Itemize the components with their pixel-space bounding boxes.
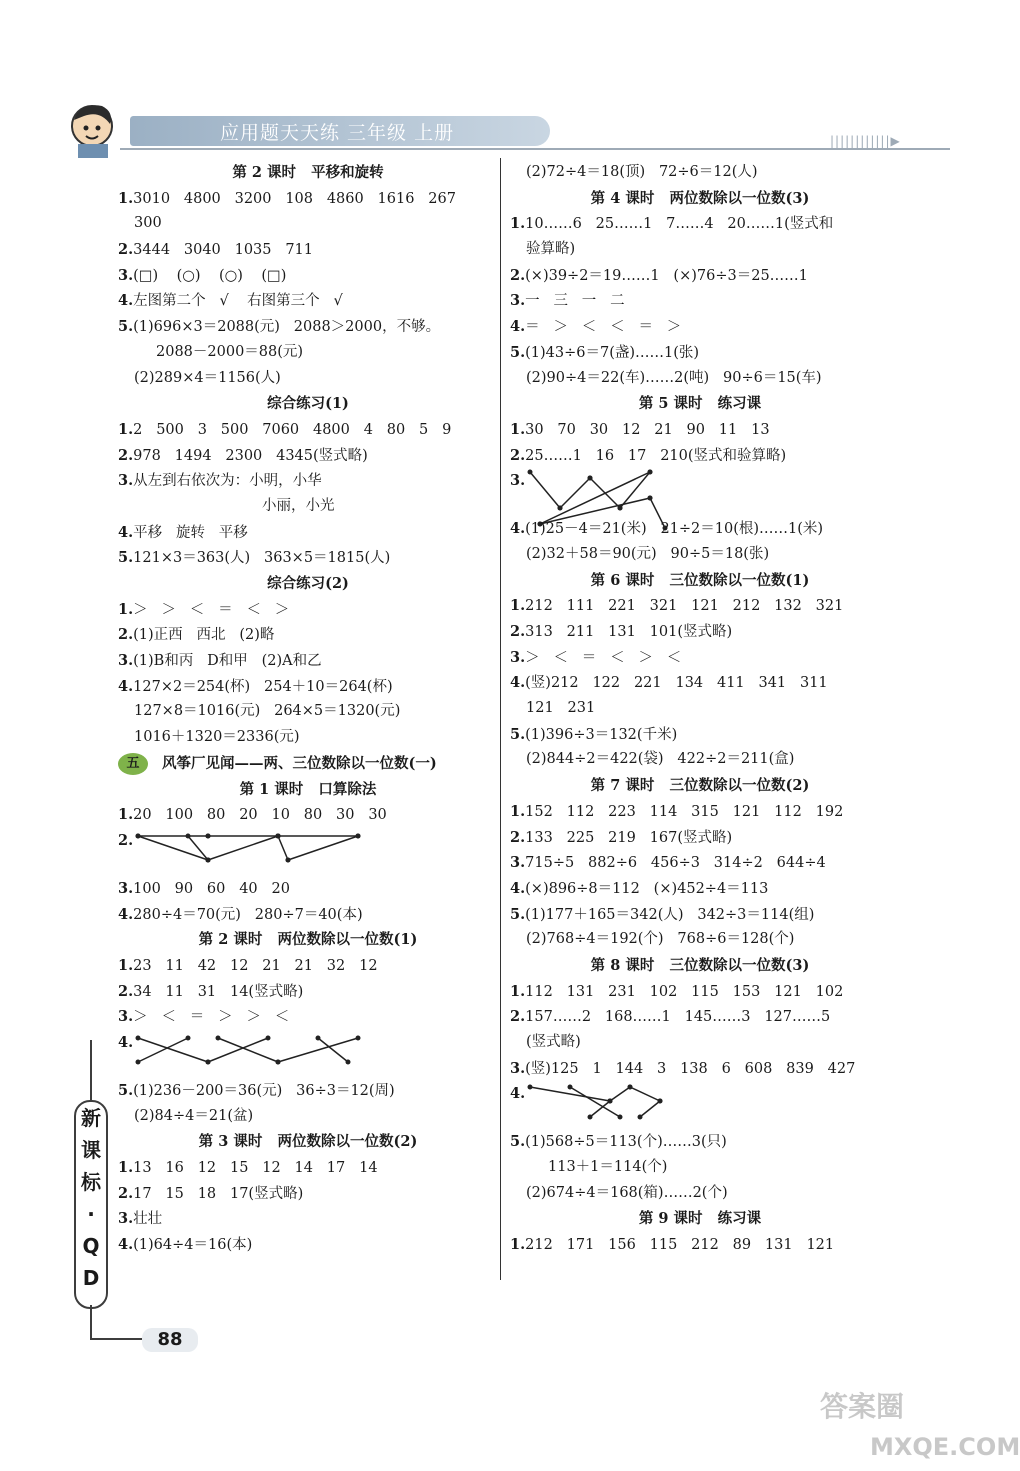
matching-dot [136, 1060, 141, 1065]
matching-dot [356, 833, 361, 838]
matching-dot [186, 833, 191, 838]
right-column [510, 160, 890, 1258]
question-number: 1. [118, 956, 134, 974]
answer-text: 121×3＝363(人) 363×5＝1815(人) [133, 550, 391, 567]
answer-line [510, 288, 890, 314]
question-number: 5. [510, 343, 526, 361]
answer-text: 157……2 168……1 145……3 127……5 [525, 1009, 831, 1026]
answer-line [510, 979, 890, 1005]
answer-line [510, 1056, 890, 1082]
answer-line [118, 340, 498, 366]
question-number: 3. [118, 1008, 134, 1026]
matching-dot [638, 1115, 643, 1120]
answer-text: ＞ ＜ ＝ ＞ ＞ ＜ [133, 1009, 290, 1026]
question-number: 4. [510, 1085, 526, 1103]
sidebar-char: 新 [81, 1106, 101, 1130]
header-title: 应用题天天练 三年级 上册 [220, 122, 455, 144]
matching-line [630, 1087, 660, 1101]
answer-text: (×)896÷8＝112 (×)452÷4＝113 [525, 880, 769, 897]
answer-line [118, 520, 498, 546]
answer-line [510, 747, 890, 773]
answer-line [510, 211, 890, 237]
answer-text: 30 70 30 12 21 90 11 13 [525, 421, 770, 438]
matching-dot [618, 1115, 623, 1120]
answer-line [118, 186, 498, 212]
answer-text: 152 112 223 114 315 121 112 192 [525, 803, 844, 820]
unit-title: 风筝厂见闻——两、三位数除以一位数(一) [162, 754, 437, 772]
answer-text: (2)72÷4＝18(顶) 72÷6＝12(人) [526, 164, 758, 180]
question-number: 2. [118, 982, 134, 1000]
answer-text: 34 11 31 14(竖式略) [133, 983, 304, 1000]
answer-text: 280÷4＝70(元) 280÷7＝40(本) [133, 906, 363, 923]
lesson-heading: 综合练习(1) [267, 395, 349, 413]
matching-dot [316, 1036, 321, 1041]
matching-line [278, 1038, 358, 1062]
lesson-heading: 第 9 课时 练习课 [638, 1210, 762, 1228]
matching-dot [588, 476, 593, 481]
question-number: 5. [510, 725, 526, 743]
question-number: 4. [510, 879, 526, 897]
question-number: 1. [118, 600, 134, 618]
matching-dot [528, 1085, 533, 1090]
answer-line [118, 288, 498, 314]
answer-text: 3010 4800 3200 108 4860 1616 267 [133, 190, 456, 207]
question-number: 3. [510, 292, 526, 310]
answer-line [118, 802, 498, 828]
answer-text: 1016＋1320＝2336(元) [134, 729, 300, 746]
answer-line [118, 699, 498, 725]
question-number: 5. [118, 1082, 134, 1099]
answer-text: (1)43÷6＝7(盏)……1(张) [525, 344, 700, 361]
answer-text: (1)696×3＝2088(元) 2088＞2000，不够。 [133, 319, 441, 336]
answer-text: (2)844÷2＝422(袋) 422÷2＝211(盒) [526, 751, 795, 768]
matching-dot [276, 833, 281, 838]
matching-line [208, 1038, 268, 1062]
matching-lines-diagram [510, 468, 770, 516]
sidebar-char: 标 [81, 1170, 101, 1194]
matching-lines-answer [118, 828, 498, 876]
answer-line [118, 597, 498, 623]
matching-line [530, 472, 560, 508]
question-number: 2. [118, 831, 134, 849]
question-number: 5. [118, 318, 134, 336]
answer-text: 127×2＝254(杯) 254＋10＝264(杯) [133, 678, 393, 695]
question-number: 2. [118, 1184, 134, 1202]
matching-dot [628, 1085, 633, 1090]
question-number: 1. [118, 1159, 134, 1177]
answer-text: 验算略) [526, 241, 576, 258]
matching-dot [266, 1036, 271, 1041]
answer-line [510, 314, 890, 340]
matching-line [560, 478, 590, 508]
question-number: 4. [118, 292, 134, 310]
series-sidebar-label [74, 1100, 108, 1309]
question-number: 4. [118, 1236, 134, 1254]
matching-dot [608, 1099, 613, 1104]
matching-line [138, 1038, 188, 1062]
answer-line [510, 825, 890, 851]
answer-text: (1)正西 西北 (2)略 [133, 627, 275, 644]
matching-dot [216, 1036, 221, 1041]
question-number: 2. [510, 623, 526, 640]
sidebar-line-bottom [90, 1305, 92, 1340]
answer-text: (1)B和丙 D和甲 (2)A和乙 [133, 653, 322, 670]
watermark-logo: 答案圈 [820, 1390, 905, 1423]
answer-line [118, 1004, 498, 1030]
matching-dot [528, 470, 533, 475]
answer-text: 313 211 131 101(竖式略) [525, 624, 733, 640]
answer-text: (竖)125 1 144 3 138 6 608 839 427 [525, 1060, 856, 1077]
answer-text: (1)177＋165＝342(人) 342÷3＝114(组) [525, 906, 815, 923]
question-number: 4. [118, 523, 134, 541]
answer-line [510, 1030, 890, 1056]
watermark-url: MXQE.COM [870, 1433, 1020, 1461]
answer-line [510, 670, 890, 696]
sidebar-char: · [87, 1202, 95, 1226]
answer-text: (2)32＋58＝90(元) 90÷5＝18(张) [526, 545, 770, 562]
matching-dot [648, 470, 653, 475]
question-number: 4. [510, 318, 526, 336]
question-number: 3. [118, 266, 134, 284]
question-number: 1. [510, 802, 526, 820]
column-divider [500, 158, 501, 1280]
matching-dot [206, 857, 211, 862]
question-number: 2. [510, 446, 526, 464]
answer-text: 左图第二个 √ 右图第三个 √ [133, 293, 343, 310]
answer-line [118, 725, 498, 751]
matching-line [288, 836, 358, 860]
answer-line [118, 1104, 498, 1130]
answer-text: 212 171 156 115 212 89 131 121 [525, 1237, 835, 1254]
answer-line [118, 237, 498, 263]
answer-line [510, 593, 890, 619]
question-number: 2. [510, 1008, 526, 1026]
answer-text: (2)84÷4＝21(盆) [134, 1107, 254, 1124]
answer-line [118, 468, 498, 494]
question-number: 1. [118, 189, 134, 207]
answer-text: 13 16 12 15 12 14 17 14 [133, 1160, 378, 1177]
answer-text: 2 500 3 500 7060 4800 4 80 5 9 [133, 421, 452, 438]
question-number: 2. [510, 266, 526, 284]
lesson-heading: 第 8 课时 三位数除以一位数(3) [590, 956, 810, 974]
answer-text: (2)768÷4＝192(个) 768÷6＝128(个) [526, 931, 795, 948]
question-number: 4. [510, 520, 526, 538]
answer-line [510, 160, 890, 186]
header-rule [120, 148, 950, 150]
lesson-heading: 第 1 课时 口算除法 [239, 780, 377, 798]
matching-lines-answer [118, 1030, 498, 1078]
question-number: 3. [510, 1059, 526, 1077]
answer-line [118, 1155, 498, 1181]
question-number: 5. [510, 1133, 526, 1151]
answer-text: (2)289×4＝1156(人) [134, 369, 281, 386]
lesson-heading: 第 4 课时 两位数除以一位数(3) [590, 189, 810, 207]
answer-line [118, 1232, 498, 1258]
question-number: 4. [118, 677, 134, 695]
answer-text: 121 231 [526, 700, 596, 717]
page-number-rule [90, 1338, 146, 1340]
question-number: 5. [118, 549, 134, 567]
left-column [118, 160, 498, 1258]
answer-text: 平移 旋转 平移 [133, 524, 248, 541]
matching-dot [568, 1085, 573, 1090]
answer-text: 715÷5 882÷6 456÷3 314÷2 644÷4 [525, 855, 826, 872]
matching-dot [276, 1060, 281, 1065]
question-number: 4. [510, 674, 526, 692]
matching-dot [186, 1036, 191, 1041]
matching-dot [206, 1060, 211, 1065]
question-number: 2. [118, 241, 134, 259]
answer-line [510, 366, 890, 392]
answer-text: 壮壮 [133, 1211, 163, 1228]
question-number: 2. [510, 828, 526, 846]
question-number: 3. [510, 854, 526, 872]
answer-line [510, 1232, 890, 1258]
answer-line [510, 263, 890, 289]
matching-dot [558, 506, 563, 511]
answer-line [118, 417, 498, 443]
answer-line [510, 722, 890, 748]
matching-lines-diagram [118, 1030, 378, 1078]
question-number: 2. [118, 626, 134, 644]
answer-line [118, 953, 498, 979]
matching-line [208, 836, 278, 860]
answer-line [510, 340, 890, 366]
question-number: 4. [118, 1034, 134, 1051]
matching-line [218, 1038, 278, 1062]
answer-line [118, 902, 498, 928]
matching-lines-answer [510, 468, 890, 516]
question-number: 3. [118, 472, 134, 490]
answer-text: 17 15 18 17(竖式略) [133, 1185, 304, 1202]
answer-line [118, 494, 498, 520]
matching-dot [136, 833, 141, 838]
header-dots: ||||||||||||▶ [830, 134, 901, 148]
lesson-heading: 第 2 课时 平移和旋转 [232, 164, 384, 181]
matching-line [278, 836, 288, 860]
answer-line [118, 1206, 498, 1232]
answer-text: (□) (○) (○) (□) [133, 267, 287, 284]
answer-line [118, 674, 498, 700]
matching-lines-diagram [510, 1081, 770, 1129]
unit-heading [118, 751, 498, 777]
answer-text: (2)90÷4＝22(车)……2(吨) 90÷6＝15(车) [526, 369, 822, 386]
answer-line [510, 1129, 890, 1155]
question-number: 1. [510, 1236, 526, 1254]
matching-line [620, 472, 650, 508]
sidebar-char: 课 [81, 1138, 101, 1162]
answer-text: (×)39÷2＝19……1 (×)76÷3＝25……1 [525, 267, 808, 284]
answer-line [510, 516, 890, 542]
answer-text: 25……1 16 17 210(竖式和验算略) [525, 447, 787, 464]
matching-line [138, 1038, 208, 1062]
matching-lines-answer [510, 1081, 890, 1129]
sidebar-char: D [82, 1266, 100, 1290]
answer-text: (1)236－200＝36(元) 36÷3＝12(周) [133, 1083, 395, 1099]
answer-line [118, 263, 498, 289]
lesson-heading: 第 2 课时 两位数除以一位数(1) [198, 931, 418, 949]
answer-text: 113＋1＝114(个) [548, 1159, 668, 1176]
answer-line [510, 237, 890, 263]
matching-dot [658, 1099, 663, 1104]
answer-text: (1)25－4＝21(米) 21÷2＝10(根)……1(米) [525, 521, 824, 538]
question-number: 1. [510, 597, 526, 615]
answer-text: 300 [134, 215, 162, 232]
answer-text: ＞ ＜ ＝ ＜ ＞ ＜ [525, 649, 682, 666]
answer-line [118, 545, 498, 571]
question-number: 1. [510, 420, 526, 438]
question-number: 1. [510, 982, 526, 1000]
answer-line [118, 366, 498, 392]
lesson-heading: 第 5 课时 练习课 [638, 395, 762, 413]
answer-text: 212 111 221 321 121 212 132 321 [525, 598, 844, 615]
question-number: 1. [510, 215, 526, 233]
answer-text: 978 1494 2300 4345(竖式略) [133, 447, 368, 464]
answer-line [510, 696, 890, 722]
answer-line [510, 799, 890, 825]
answer-line [510, 619, 890, 645]
answer-line [118, 1181, 498, 1207]
matching-line [610, 1087, 630, 1101]
sidebar-char: Q [82, 1234, 100, 1258]
question-number: 3. [510, 472, 526, 490]
answer-text: 2088－2000＝88(元) [156, 343, 304, 360]
question-number: 1. [118, 806, 134, 824]
unit-badge: 五 [118, 753, 148, 775]
answer-text: (2)674÷4＝168(箱)……2(个) [526, 1184, 728, 1201]
sidebar-line-top [90, 1040, 92, 1100]
answer-line [118, 876, 498, 902]
answer-line [510, 542, 890, 568]
answer-text: 3444 3040 1035 711 [133, 242, 314, 259]
matching-dot [206, 833, 211, 838]
lesson-heading: 综合练习(2) [267, 575, 349, 592]
question-number: 5. [510, 905, 526, 923]
page-header [60, 98, 940, 158]
answer-text: (竖式略) [526, 1034, 581, 1050]
answer-line [118, 1078, 498, 1104]
answer-text: 100 90 60 40 20 [133, 880, 290, 897]
lesson-heading: 第 7 课时 三位数除以一位数(2) [590, 777, 810, 795]
answer-line [118, 314, 498, 340]
answer-line [510, 876, 890, 902]
answer-line [510, 902, 890, 928]
answer-text: (1)396÷3＝132(千米) [525, 726, 678, 743]
matching-dot [136, 1036, 141, 1041]
question-number: 3. [118, 652, 134, 670]
answer-text: 小丽，小光 [156, 497, 335, 514]
matching-dot [356, 1036, 361, 1041]
answer-line [510, 1155, 890, 1181]
answer-line [510, 850, 890, 876]
answer-line [510, 417, 890, 443]
answer-text: (1)568÷5＝113(个)……3(只) [525, 1134, 727, 1151]
question-number: 3. [510, 648, 526, 666]
answer-line [510, 645, 890, 671]
question-number: 1. [118, 420, 134, 438]
answer-line [510, 927, 890, 953]
answer-line [118, 648, 498, 674]
answer-text: 112 131 231 102 115 153 121 102 [525, 983, 844, 1000]
question-number: 3. [118, 879, 134, 897]
matching-line [640, 1101, 660, 1117]
answer-text: ＞ ＞ ＜ ＝ ＜ ＞ [133, 601, 290, 618]
answer-text: 133 225 219 167(竖式略) [525, 829, 733, 846]
header-banner [130, 116, 550, 146]
answer-text: 一 三 一 二 [525, 293, 625, 310]
answer-line [510, 443, 890, 469]
page-number: 88 [142, 1328, 198, 1352]
question-number: 3. [118, 1210, 134, 1228]
answer-text: 23 11 42 12 21 21 32 12 [133, 957, 378, 974]
matching-dot [286, 857, 291, 862]
answer-line [118, 622, 498, 648]
answer-line [118, 443, 498, 469]
matching-dot [588, 1115, 593, 1120]
answer-text: ＝ ＞ ＜ ＜ ＝ ＞ [525, 319, 682, 336]
answer-text: 127×8＝1016(元) 264×5＝1320(元) [134, 703, 401, 720]
matching-dot [648, 496, 653, 501]
matching-lines-diagram [118, 828, 378, 876]
answer-line [118, 979, 498, 1005]
question-number: 2. [118, 446, 134, 464]
lesson-heading: 第 6 课时 三位数除以一位数(1) [590, 571, 810, 589]
matching-dot [346, 1060, 351, 1065]
answer-line [118, 211, 498, 237]
answer-text: (竖)212 122 221 134 411 341 311 [525, 675, 828, 692]
question-number: 4. [118, 905, 134, 923]
answer-text: (1)64÷4＝16(本) [133, 1237, 253, 1254]
lesson-heading: 第 3 课时 两位数除以一位数(2) [198, 1133, 418, 1151]
answer-line [510, 1181, 890, 1207]
answer-text: 20 100 80 20 10 80 30 30 [133, 807, 387, 824]
answer-text: 从左到右依次为：小明，小华 [133, 473, 322, 490]
answer-line [510, 1004, 890, 1030]
answer-text: 10……6 25……1 7……4 20……1(竖式和 [525, 216, 834, 233]
